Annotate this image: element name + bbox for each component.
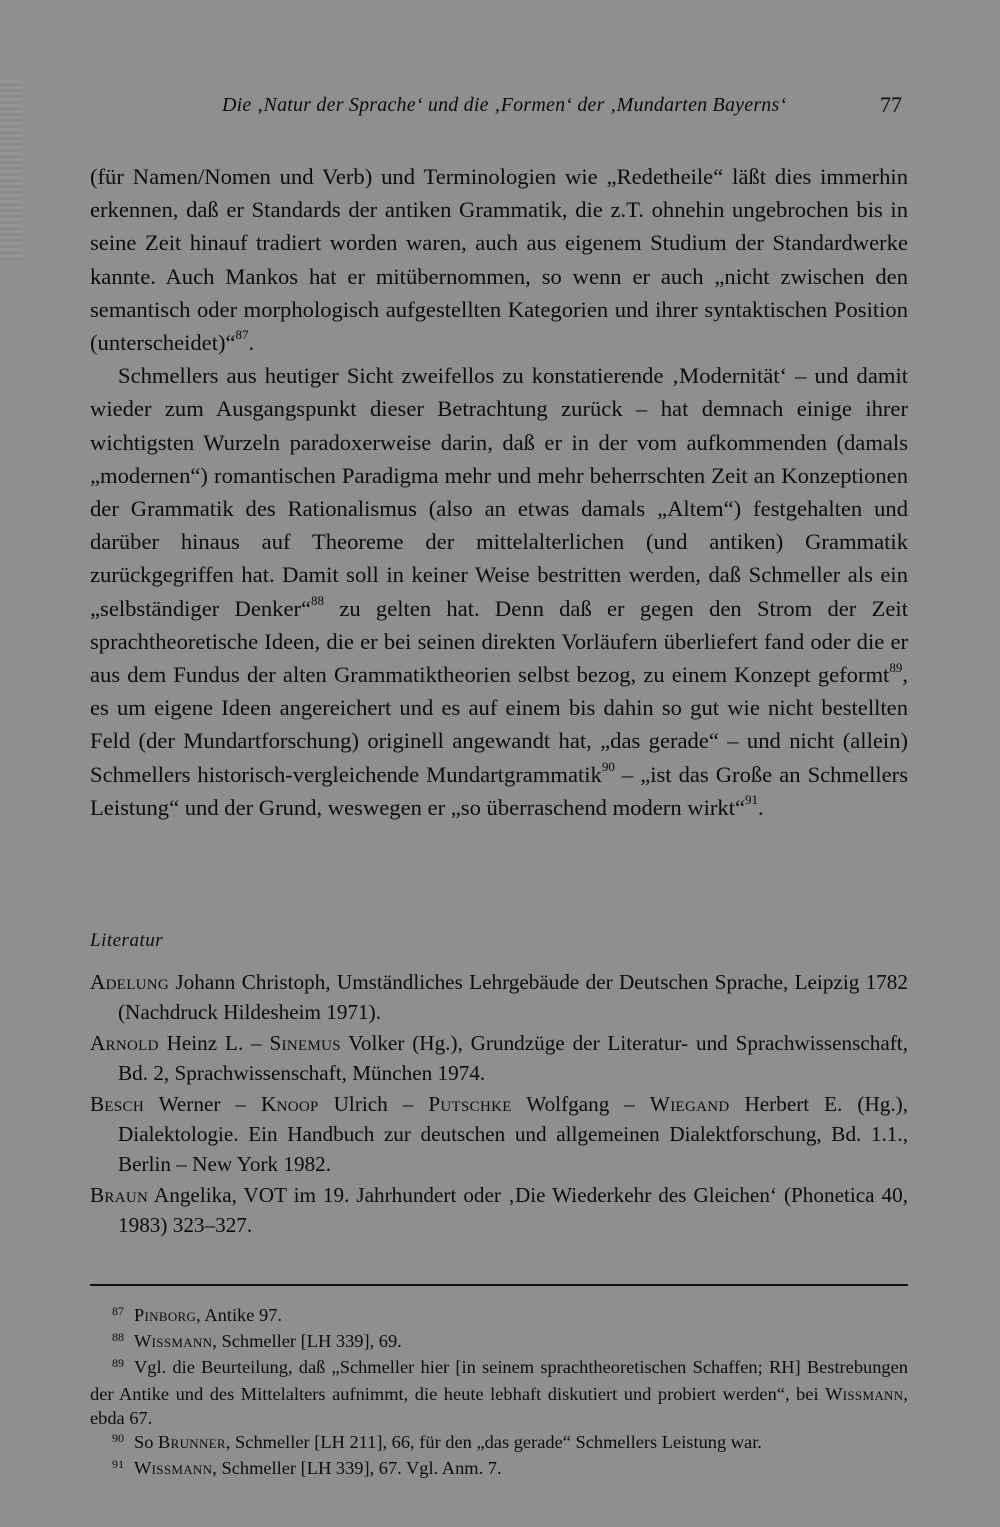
literature-heading: Literatur [90,930,164,951]
literature-list [90,967,908,1241]
footnotes [90,1303,908,1482]
body-text [90,160,908,824]
literature-entry: Besch Werner – Knoop Ulrich – Putschke Wolfgang – Wiegand Herbert E. (Hg.), Dialektologie. Ein Handbuch zur deutschen und allgemeinen Dialektforschung, Bd. 1.1., Berlin – New York 1982. [90,1092,908,1176]
literature-entry: Braun Angelika, VOT im 19. Jahrhundert oder ‚Die Wiederkehr des Gleichen‘ (Phonetica 40, 1983) 323–327. [90,1183,908,1237]
footnote-89: $^{89}$ Vgl. die Beurteilung, daß „Schmeller hier [in seinem sprachtheoretischen Schaffen; RH] Bestrebungen der Antike und des Mittelalters aufnimmt, die heute lebhaft diskutiert und probiert werden“, bei Wissmann, ebda 67. [90,1356,908,1428]
literature-entry: Adelung Johann Christoph, Umständliches Lehrgebäude der Deutschen Sprache, Leipzig 1782 (Nachdruck Hildesheim 1971). [90,970,908,1024]
footnote-ref-88[interactable]: 88 [311,593,325,609]
paragraph-1: (für Namen/Nomen und Verb) und Terminologien wie „Redetheile“ läßt dies immerhin erkennen, daß er Standards der antiken Grammatik, die z.T. ohnehin ungebrochen bis in seine Zeit hinauf tradiert worden waren, auch aus eigenem Studium der Standardwerke kannte. Auch Mankos hat er mitübernommen, so wenn er auch „nicht zwischen den semantisch oder morphologisch aufgestellten Kategorien und ihrer syntaktischen Position (unterscheidet)“$^{87}$. [90,164,908,356]
scan-edge-artifact [0,80,22,260]
footnote-ref-90[interactable]: 90 [601,759,615,775]
footnote-ref-87[interactable]: 87 [235,327,249,343]
footnote-88: $^{88}$ Wissmann, Schmeller [LH 339], 69. [112,1330,402,1352]
footnote-divider [90,1284,908,1286]
footnote-ref-89[interactable]: 89 [889,659,903,675]
footnote-90: $^{90}$ So Brunner, Schmeller [LH 211], 66, für den „das gerade“ Schmellers Leistung war. [112,1431,762,1453]
footnote-87: $^{87}$ Pinborg, Antike 97. [112,1304,282,1325]
literature-entry: Arnold Heinz L. – Sinemus Volker (Hg.), Grundzüge der Literatur- und Sprachwissenschaft, Bd. 2, Sprachwissenschaft, München 1974. [90,1031,908,1085]
footnote-ref-91[interactable]: 91 [745,792,758,808]
paragraph-2: Schmellers aus heutiger Sicht zweifellos zu konstatierende ‚Modernität‘ – und damit wieder zum Ausgangspunkt dieser Betrachtung zurück – hat demnach einige ihrer wichtigsten Wurzeln paradoxerweise darin, daß er in der vom aufkommenden (damals „modernen“) romantischen Paradigma mehr und mehr beherrschten Zeit an Konzeptionen der Grammatik des Rationalismus (also an etwas damals „Altem“) festgehalten und darüber hinaus auf Theoreme der mittelalterlichen (und antiken) Grammatik zurückgegriffen hat. Damit soll in keiner Weise bestritten werden, daß Schmeller als ein „selbständiger Denker“$^{88}$ zu gelten hat. Denn daß er gegen den Strom der Zeit sprachtheoretische Ideen, die er bei seinen direkten Vorläufern überliefert fand oder die er aus dem Fundus der alten Grammatiktheorien selbst bezog, zu einem Konzept geformt$^{89}$, es um eigene Ideen angereichert und es auf einem bis dahin so gut wie nicht bestellten Feld (der Mundartforschung) originell angewandt hat, „das gerade“ – und nicht (allein) Schmellers historisch-vergleichende Mundartgrammatik$^{90}$ – „ist das Große an Schmellers Leistung“ und der Grund, weswegen er „so überraschend modern wirkt“$^{91}$. [90,363,908,820]
page-number: 77 [880,92,902,117]
footnote-91: $^{91}$ Wissmann, Schmeller [LH 339], 67. Vgl. Anm. 7. [112,1457,502,1479]
running-head: Die ‚Natur der Sprache‘ und die ‚Formen‘ der ‚Mundarten Bayerns‘ [222,94,787,116]
